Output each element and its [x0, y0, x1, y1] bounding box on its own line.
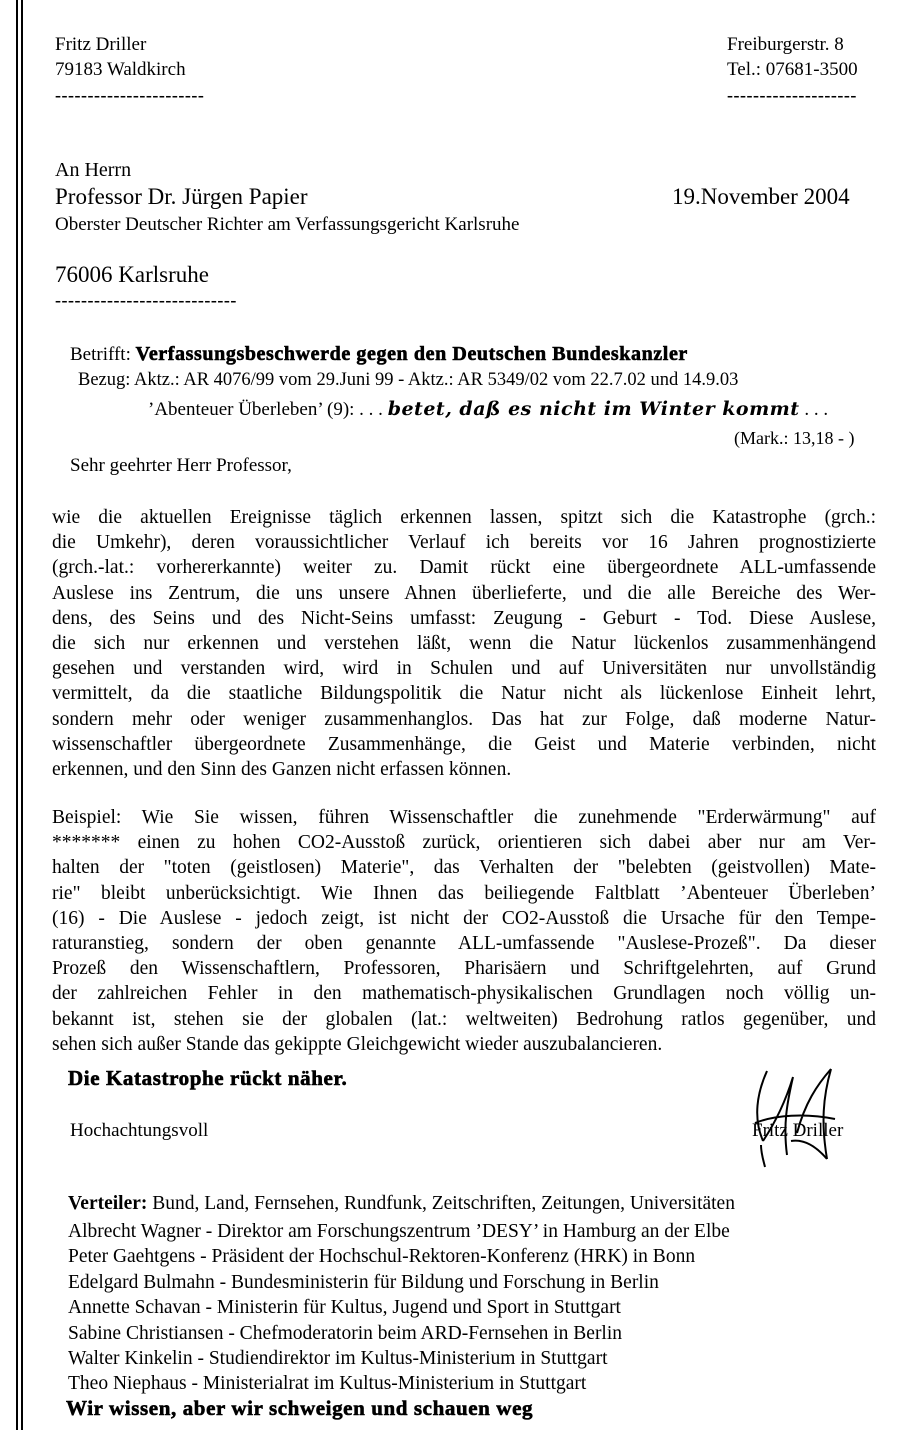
paragraph-line: raturanstieg, sondern der oben genannte ALL-umfassende "Auslese-Prozeß". Da dieser: [52, 933, 876, 955]
paragraph-line: sehen sich außer Stande das gekippte Gleichgewicht wieder auszubalancieren.: [52, 1033, 663, 1055]
sender-dashes-right: --------------------: [727, 85, 857, 105]
reference-line: [78, 370, 738, 391]
distribution-label: Verteiler:: [68, 1193, 148, 1214]
paragraph-2: [52, 805, 876, 1057]
quote-line: [148, 398, 828, 421]
list-item: Sabine Christiansen - Chefmoderatorin beim ARD-Fernsehen in Berlin: [68, 1322, 623, 1344]
list-item: Annette Schavan - Ministerin für Kultus, Jugend und Sport in Stuttgart: [68, 1297, 621, 1319]
reference-text: Aktz.: AR 4076/99 vom 29.Juni 99 - Aktz.: AR 5349/02 vom 22.7.02 und 14.9.03: [134, 370, 739, 390]
subject-label: Betrifft:: [70, 344, 131, 365]
quote-prefix: ’Abenteuer Überleben’ (9): . . .: [148, 399, 383, 420]
quote-suffix: . . .: [804, 399, 829, 420]
list-item: Albrecht Wagner - Direktor am Forschungszentrum ’DESY’ in Hamburg an der Elbe: [68, 1221, 730, 1242]
paragraph-line: Auslese ins Zentrum, die uns unsere Ahnen überlieferte, und die alle Bereiche des Wer-: [52, 582, 876, 604]
paragraph-line: halten der "toten (geistlosen) Materie", das Verhalten der "belebten (geistvollen) Mate-: [52, 857, 876, 879]
distribution-text: Bund, Land, Fernsehen, Rundfunk, Zeitschriften, Zeitungen, Universitäten: [152, 1193, 735, 1214]
paragraph-line: dens, des Seins und des Nicht-Seins umfasst: Zeugung - Geburt - Tod. Diese Auslese,: [52, 607, 876, 629]
paragraph-1: [52, 505, 876, 782]
sender-city: 79183 Waldkirch: [55, 59, 186, 80]
paragraph-line: die sich nur erkennen und verstehen läßt, wenn die Natur lückenlos zusammenhängend: [52, 633, 876, 655]
letter-date: 19.November 2004: [672, 184, 850, 209]
margin-line-outer: [16, 0, 18, 1430]
subject-line: [70, 343, 688, 366]
sender-dashes: -----------------------: [55, 85, 205, 105]
recipient-dashes: ----------------------------: [55, 290, 237, 310]
paragraph-line: bekannt ist, stehen sie der globalen (lat.: weltweiten) Bedrohung ratlos gegenüber, und: [52, 1008, 876, 1030]
quote-source: (Mark.: 13,18 - ): [734, 428, 855, 448]
paragraph-line: Prozeß den Wissenschaftlern, Professoren, Pharisäern und Schriftgelehrten, auf Grund: [52, 958, 876, 980]
paragraph-line: wissenschaftler übergeordnete Zusammenhänge, die Geist und Materie verbinden, nicht: [52, 733, 876, 755]
paragraph-line: erkennen, und den Sinn des Ganzen nicht erfassen können.: [52, 759, 512, 781]
distribution-list: [68, 1219, 730, 1397]
paragraph-line: (grch.-lat.: vorhererkannte) weiter zu. Damit rückt eine übergeordnete ALL-umfassende: [52, 557, 876, 579]
paragraph-line: wie die aktuellen Ereignisse täglich erkennen lassen, spitzt sich die Katastrophe (grch.:: [52, 507, 876, 528]
sender-phone: Tel.: 07681-3500: [727, 59, 858, 80]
final-slogan: Wir wissen, aber wir schweigen und schauen weg: [66, 1396, 534, 1420]
catastrophe-headline: Die Katastrophe rückt näher.: [68, 1066, 348, 1090]
reference-label: Bezug:: [78, 370, 131, 390]
margin-line-inner: [21, 0, 23, 1430]
paragraph-line: (16) - Die Auslese - jedoch zeigt, ist nicht der CO2-Ausstoß die Ursache für den Tempe-: [52, 907, 876, 929]
subject-text: Verfassungsbeschwerde gegen den Deutschen Bundeskanzler: [135, 343, 688, 365]
paragraph-line: rie" bleibt unberücksichtigt. Wie Ihnen das beiliegende Faltblatt ’Abenteuer Überleben’: [52, 882, 876, 904]
paragraph-line: ******* einen zu hohen CO2-Ausstoß zurück, orientieren sich dabei aber nur am Ver-: [52, 832, 876, 854]
greeting: Sehr geehrter Herr Professor,: [70, 455, 292, 476]
distribution-first-line: [68, 1193, 735, 1215]
paragraph-line: sondern mehr oder weniger zusammenhanglos. Das hat zur Folge, daß moderne Natur-: [52, 708, 876, 730]
list-item: Peter Gaehtgens - Präsident der Hochschul-Rektoren-Konferenz (HRK) in Bonn: [68, 1246, 696, 1268]
list-item: Walter Kinkelin - Studiendirektor im Kultus-Ministerium in Stuttgart: [68, 1348, 608, 1370]
recipient-title: Oberster Deutscher Richter am Verfassungsgericht Karlsruhe: [55, 214, 520, 235]
paragraph-line: vermittelt, da die staatliche Bildungspolitik die Natur nicht als lückenlose Einheit lehrt,: [52, 683, 876, 705]
paragraph-line: die Umkehr), deren voraussichtlicher Verlauf ich bereits vor 16 Jahren prognostizierte: [52, 532, 876, 554]
list-item: Theo Niephaus - Ministerialrat im Kultus-Ministerium in Stuttgart: [68, 1373, 587, 1395]
quote-script: betet, daß es nicht im Winter kommt: [387, 398, 800, 420]
recipient-name: Professor Dr. Jürgen Papier: [55, 184, 308, 209]
list-item: Edelgard Bulmahn - Bundesministerin für Bildung und Forschung in Berlin: [68, 1271, 659, 1293]
paragraph-line: Beispiel: Wie Sie wissen, führen Wissenschaftler die zunehmende "Erderwärmung" auf: [52, 807, 876, 828]
sender-street: Freiburgerstr. 8: [727, 34, 844, 55]
signature-scribble-icon: [735, 1063, 875, 1173]
closing-text: Hochachtungsvoll: [70, 1120, 209, 1141]
recipient-salutation: An Herrn: [55, 159, 132, 181]
printed-signature-name: Fritz Driller: [752, 1120, 844, 1141]
paragraph-line: gesehen und verstanden wird, wird in Schulen und auf Universitäten nur unvollständig: [52, 658, 876, 680]
recipient-city: 76006 Karlsruhe: [55, 262, 209, 287]
sender-name: Fritz Driller: [55, 34, 147, 55]
paragraph-line: der zahlreichen Fehler in den mathematisch-physikalischen Grundlagen noch völlig un-: [52, 983, 876, 1005]
